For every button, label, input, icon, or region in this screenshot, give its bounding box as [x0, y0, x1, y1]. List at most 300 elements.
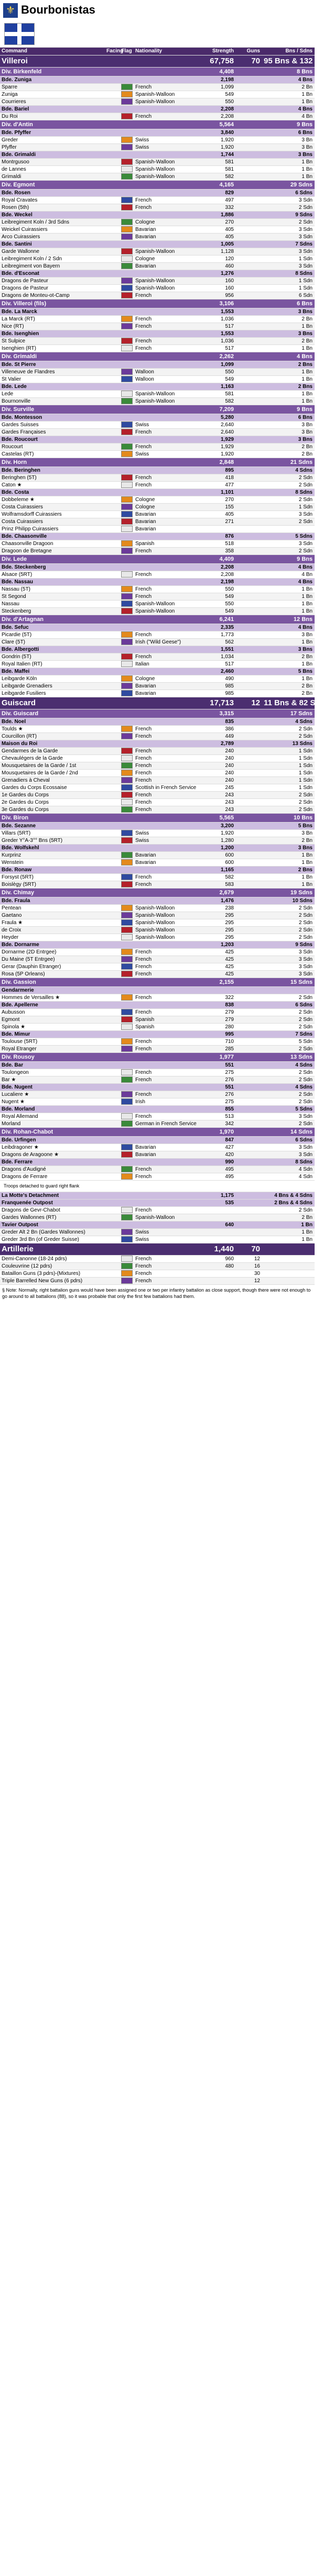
cell-command: Royal Cravates — [2, 197, 38, 203]
unit-row — [0, 338, 315, 345]
cell-facing — [105, 1106, 118, 1113]
cell-strength: 386 — [225, 726, 234, 732]
cell-strength: 245 — [225, 785, 234, 791]
cell-guns — [236, 1222, 262, 1228]
cell-bns-sdns: 1 Bn — [301, 676, 313, 682]
unit-flag-icon — [121, 173, 133, 180]
cell-command: Bde. Bariel — [2, 106, 29, 112]
cell-strength: 67,758 — [210, 57, 234, 65]
cell-nationality — [134, 68, 199, 76]
brigade-row — [0, 129, 315, 137]
unit-row — [0, 1091, 315, 1098]
cell-flag — [118, 1128, 134, 1136]
brigade-row — [0, 668, 315, 675]
unit-flag-icon — [121, 369, 133, 375]
cell-guns — [236, 1151, 262, 1158]
division-row — [0, 615, 315, 624]
cell-guns — [236, 414, 262, 421]
brigade-row — [0, 270, 315, 277]
cell-nationality: Spanish-Walloon — [135, 174, 175, 180]
cell-flag — [118, 234, 134, 240]
cell-facing — [105, 504, 118, 510]
cell-flag — [118, 540, 134, 547]
cell-bns-sdns: 2 Sdn — [298, 920, 313, 926]
cell-guns — [236, 173, 262, 180]
cell-guns — [236, 76, 262, 83]
cell-nationality — [134, 889, 199, 897]
cell-flag — [118, 889, 134, 897]
cell-flag — [118, 376, 134, 383]
cell-command: de Lannes — [2, 166, 26, 172]
cell-nationality: Spanish-Walloon — [135, 159, 175, 165]
cell-facing — [105, 956, 118, 963]
cell-bns-sdns: 1 Bn — [301, 159, 313, 165]
cell-guns — [236, 927, 262, 934]
cell-bns-sdns: 1 Sdn — [298, 778, 313, 783]
cell-facing — [105, 1270, 118, 1277]
cell-bns-sdns: 19 Sdns — [290, 890, 313, 896]
cell-guns — [236, 668, 262, 675]
cell-strength: 4,409 — [219, 556, 234, 562]
cell-guns: 16 — [254, 1263, 260, 1269]
cell-guns — [236, 429, 262, 436]
cell-guns — [236, 533, 262, 540]
cell-guns — [236, 256, 262, 262]
cell-nationality: French — [135, 1263, 152, 1269]
unit-row — [0, 323, 315, 330]
division-row — [0, 814, 315, 823]
cell-flag — [118, 912, 134, 919]
cell-strength: 1,920 — [220, 830, 234, 836]
cell-strength: 3,315 — [219, 710, 234, 717]
cell-strength: 6,241 — [219, 616, 234, 623]
cell-command: Bde. Fraula — [2, 898, 30, 904]
cell-nationality: French — [135, 572, 152, 578]
cell-facing — [105, 1084, 118, 1091]
unit-flag-icon — [121, 1113, 133, 1119]
cell-guns — [236, 806, 262, 813]
cell-guns — [236, 971, 262, 978]
cell-command: Leibdragoner ★ — [2, 1145, 39, 1150]
unit-flag-icon — [121, 1009, 133, 1015]
cell-facing — [105, 571, 118, 578]
cell-flag — [118, 784, 134, 791]
cell-flag — [118, 646, 134, 653]
cell-bns-sdns: 2 Bn — [301, 683, 313, 689]
cell-strength: 405 — [225, 227, 234, 232]
cell-strength: 517 — [225, 661, 234, 667]
unit-row — [0, 792, 315, 799]
cell-facing — [105, 518, 118, 525]
cell-guns — [236, 777, 262, 784]
cell-guns — [236, 421, 262, 428]
cell-nationality: Spanish-Walloon — [135, 1215, 175, 1220]
cell-bns-sdns: 2 Bns — [298, 384, 313, 390]
cell-flag — [118, 1120, 134, 1127]
unit-flag-icon — [121, 1091, 133, 1097]
cell-flag — [118, 830, 134, 837]
cell-guns — [236, 867, 262, 873]
cell-flag — [118, 579, 134, 585]
cell-bns-sdns: 3 Sdn — [298, 1152, 313, 1158]
cell-facing — [105, 263, 118, 270]
cell-command: Toulongeon — [2, 1070, 29, 1075]
cell-facing — [105, 792, 118, 798]
cell-guns — [236, 458, 262, 467]
burgundy-cross-flag-icon — [4, 23, 35, 45]
cell-command: Garde Wallonne — [2, 249, 39, 254]
cell-command: Mousquetaires de la Garde / 2nd — [2, 770, 78, 776]
cell-bns-sdns: 1 Sdn — [298, 748, 313, 754]
cell-command: Gaetano — [2, 913, 22, 918]
cell-bns-sdns: 3 Sdn — [298, 263, 313, 269]
cell-guns — [236, 166, 262, 173]
cell-facing — [105, 1137, 118, 1143]
unit-flag-icon — [121, 91, 133, 97]
cell-flag — [118, 1016, 134, 1023]
cell-facing — [105, 1144, 118, 1151]
cell-bns-sdns: 11 Bns & 82 Sdns — [264, 698, 330, 707]
cell-guns — [236, 482, 262, 488]
cell-facing — [105, 837, 118, 844]
cell-command: Costa Cuirassiers — [2, 519, 43, 525]
unit-row — [0, 369, 315, 376]
cell-flag — [118, 436, 134, 443]
unit-row — [0, 1144, 315, 1151]
cell-strength: 5,565 — [219, 815, 234, 821]
unit-row — [0, 1046, 315, 1053]
cell-guns — [236, 934, 262, 941]
cell-facing — [105, 1046, 118, 1052]
cell-guns — [236, 137, 262, 143]
cell-guns — [236, 845, 262, 851]
division-row — [0, 352, 315, 361]
unit-row — [0, 1024, 315, 1031]
cell-facing — [105, 76, 118, 83]
cell-bns-sdns: 1 Bn — [301, 594, 313, 599]
cell-facing — [105, 204, 118, 211]
fleur-de-lis-icon: ⚜ — [3, 3, 18, 18]
cell-strength: 1,929 — [220, 444, 234, 450]
unit-row — [0, 421, 315, 429]
cell-nationality — [134, 867, 199, 873]
unit-row — [0, 1120, 315, 1128]
cell-strength: 1,920 — [220, 145, 234, 150]
column-header-bns-sdns: Bns / Sdns — [285, 48, 313, 54]
cell-flag — [118, 978, 134, 986]
unit-row — [0, 653, 315, 661]
cell-bns-sdns: 3 Sdn — [298, 512, 313, 517]
cell-command: Boislègy (5RT) — [2, 882, 36, 887]
cell-flag — [118, 740, 134, 747]
cell-facing — [105, 601, 118, 607]
cell-strength: 495 — [225, 1174, 234, 1180]
cell-nationality: French — [135, 586, 152, 592]
brigade-row — [0, 823, 315, 830]
brigade-row — [0, 1002, 315, 1009]
cell-facing — [105, 1002, 118, 1008]
cell-bns-sdns: 2 Sdn — [298, 807, 313, 813]
unit-flag-icon — [121, 540, 133, 547]
unit-flag-icon — [121, 690, 133, 696]
cell-guns — [236, 1069, 262, 1076]
cell-flag — [118, 1002, 134, 1008]
cell-command: Bde. Ferrare — [2, 1159, 33, 1165]
cell-bns-sdns: 3 Sdn — [298, 234, 313, 240]
cell-command: Hommes de Versailles ★ — [2, 995, 60, 1001]
cell-strength: 240 — [225, 778, 234, 783]
cell-facing — [105, 181, 118, 189]
cell-bns-sdns — [262, 1278, 315, 1284]
cell-facing — [105, 421, 118, 428]
unit-row — [0, 429, 315, 436]
cell-nationality — [134, 181, 199, 189]
cell-nationality — [134, 1031, 199, 1038]
cell-command: Leibgarde Köln — [2, 676, 37, 682]
cell-bns-sdns: 9 Bns — [297, 121, 313, 128]
cell-strength: 332 — [225, 205, 234, 210]
unit-flag-icon — [121, 263, 133, 269]
cell-bns-sdns: 1 Bn — [301, 174, 313, 180]
unit-row — [0, 949, 315, 956]
cell-guns — [236, 68, 262, 76]
cell-bns-sdns: 1 Bn — [301, 852, 313, 858]
cell-command: Fraula ★ — [2, 920, 23, 926]
cell-nationality: Bavarian — [135, 234, 156, 240]
cell-facing — [105, 316, 118, 323]
unit-flag-icon — [121, 927, 133, 933]
cell-bns-sdns: 4 Sdns — [295, 1062, 313, 1068]
cell-flag — [118, 1236, 134, 1243]
cell-facing — [105, 994, 118, 1001]
column-header-command: Command — [2, 48, 27, 54]
unit-row — [0, 540, 315, 548]
cell-guns — [236, 661, 262, 668]
cell-nationality — [134, 718, 199, 725]
cell-bns-sdns: 6 Sdns — [295, 1002, 313, 1008]
cell-facing — [105, 1053, 118, 1061]
cell-guns — [236, 1002, 262, 1008]
cell-facing — [105, 151, 118, 158]
cell-command: Du Roi — [2, 114, 18, 119]
cell-command: Greder Alt 2 Bn (Gardes Wallonnes) — [2, 1229, 85, 1235]
cell-facing — [105, 987, 118, 994]
cell-flag — [118, 881, 134, 888]
cell-nationality — [134, 55, 199, 67]
cell-strength: 518 — [225, 541, 234, 547]
cell-command: Triple Barrelled New Guns (6 pdrs) — [2, 1278, 83, 1284]
unit-flag-icon — [121, 323, 133, 329]
cell-guns — [236, 624, 262, 631]
unit-row — [0, 451, 315, 458]
cell-command: Franquenée Outpost — [2, 1200, 53, 1206]
cell-bns-sdns: 5 Sdn — [298, 1039, 313, 1045]
cell-nationality — [134, 533, 199, 540]
cell-flag — [118, 668, 134, 675]
cell-nationality: French — [135, 807, 152, 813]
cell-flag — [118, 151, 134, 158]
brigade-row — [0, 533, 315, 540]
brigade-row — [0, 1159, 315, 1166]
cell-guns — [236, 159, 262, 165]
cell-strength: 276 — [225, 1092, 234, 1097]
cell-nationality — [134, 405, 199, 414]
cell-bns-sdns: 1 Bn — [301, 92, 313, 97]
cell-command: Bde. St Pierre — [2, 362, 36, 368]
cell-flag — [118, 608, 134, 615]
cell-flag — [118, 624, 134, 631]
cell-bns-sdns: 3 Sdn — [298, 541, 313, 547]
cell-bns-sdns: 1 Bn — [301, 369, 313, 375]
cell-command: Dragons de Gevr-Chabot — [2, 1207, 60, 1213]
cell-flag — [118, 601, 134, 607]
cell-facing — [105, 511, 118, 518]
cell-bns-sdns: 1 Sdn — [298, 770, 313, 776]
cell-guns — [236, 1128, 262, 1136]
cell-nationality: Cologne — [135, 256, 155, 262]
cell-bns-sdns: 3 Bns — [298, 309, 313, 315]
cell-flag — [118, 98, 134, 105]
cell-flag — [118, 631, 134, 638]
cell-facing — [105, 608, 118, 615]
unit-flag-icon — [121, 608, 133, 614]
cell-strength: 425 — [225, 949, 234, 955]
unit-row — [0, 1098, 315, 1106]
unit-row — [0, 639, 315, 646]
cell-command: Gardes Suisses — [2, 422, 39, 428]
unit-row — [0, 166, 315, 173]
cell-facing — [105, 881, 118, 888]
brigade-row — [0, 190, 315, 197]
cell-nationality: Cologne — [135, 676, 155, 682]
cell-nationality: Spanish-Walloon — [135, 99, 175, 105]
unit-flag-icon — [121, 1144, 133, 1150]
cell-strength: 3,840 — [220, 130, 234, 136]
cell-bns-sdns: 6 Bns — [298, 415, 313, 420]
cell-strength: 895 — [225, 468, 234, 473]
unit-row — [0, 770, 315, 777]
cell-nationality — [134, 352, 199, 361]
cell-facing — [105, 646, 118, 653]
unit-flag-icon — [121, 166, 133, 172]
cell-flag — [118, 661, 134, 668]
cell-guns — [236, 579, 262, 585]
cell-flag — [118, 323, 134, 330]
cell-bns-sdns: 4 Bns — [297, 353, 313, 360]
cell-nationality: French — [135, 346, 152, 351]
cell-flag — [118, 414, 134, 421]
cell-facing — [105, 889, 118, 897]
cell-bns-sdns: 2 Sdn — [298, 1099, 313, 1105]
unit-row — [0, 204, 315, 212]
cell-facing — [105, 338, 118, 345]
unit-flag-icon — [121, 1151, 133, 1158]
cell-bns-sdns: 1 Bn — [301, 324, 313, 329]
cell-command: Bde. Noel — [2, 719, 26, 725]
cell-command: Leibgarde Fusiliers — [2, 691, 46, 696]
unit-flag-icon — [121, 98, 133, 105]
cell-flag — [118, 726, 134, 732]
cell-command: Bde. Pfyffer — [2, 130, 31, 136]
unit-row — [0, 548, 315, 555]
unit-flag-icon — [121, 777, 133, 783]
unit-flag-icon — [121, 956, 133, 962]
cell-facing — [105, 845, 118, 851]
brigade-row — [0, 76, 315, 84]
cell-nationality — [134, 241, 199, 248]
cell-strength: 2,208 — [220, 572, 234, 578]
cell-nationality: Spanish-Walloon — [135, 927, 175, 933]
cell-nationality — [134, 579, 199, 585]
cell-bns-sdns: 7 Sdns — [295, 1031, 313, 1037]
cell-strength: 358 — [225, 548, 234, 554]
cell-flag — [118, 897, 134, 904]
cell-flag — [118, 391, 134, 397]
cell-bns-sdns: 8 Sdns — [295, 1159, 313, 1165]
cell-bns-sdns: 2 Sdn — [298, 913, 313, 918]
cell-facing — [105, 579, 118, 585]
cell-guns — [236, 919, 262, 926]
cell-command: Kurprinz — [2, 852, 21, 858]
cell-nationality: French — [135, 482, 152, 488]
cell-bns-sdns: 4 Sdn — [298, 1174, 313, 1180]
cell-flag — [118, 1207, 134, 1214]
unit-row — [0, 84, 315, 91]
column-header-facing: Facing — [106, 48, 124, 54]
cell-flag — [118, 1151, 134, 1158]
unit-flag-icon — [121, 1098, 133, 1105]
unit-flag-icon — [121, 762, 133, 769]
cell-nationality: French — [135, 882, 152, 887]
column-header-row — [0, 48, 315, 55]
cell-strength: 322 — [225, 995, 234, 1001]
unit-flag-icon — [121, 277, 133, 284]
brigade-row — [0, 718, 315, 726]
cell-flag — [118, 129, 134, 136]
cell-bns-sdns: 5 Bns — [298, 669, 313, 674]
unit-row — [0, 837, 315, 845]
cell-flag — [118, 823, 134, 829]
cell-strength: 2,198 — [220, 579, 234, 585]
cell-flag — [118, 555, 134, 563]
cell-guns — [236, 369, 262, 375]
cell-strength: 2,262 — [219, 353, 234, 360]
cell-guns — [236, 675, 262, 682]
unit-row — [0, 586, 315, 593]
cell-bns-sdns: 2 Bn — [301, 691, 313, 696]
cell-guns: 70 — [251, 57, 260, 65]
cell-guns — [236, 740, 262, 747]
cell-strength: 1,280 — [220, 838, 234, 843]
cell-flag — [118, 1024, 134, 1030]
cell-guns — [236, 338, 262, 345]
cell-nationality — [134, 1222, 199, 1228]
cell-facing — [105, 718, 118, 725]
cell-facing — [105, 308, 118, 315]
cell-strength: 295 — [225, 920, 234, 926]
unit-row — [0, 1278, 315, 1285]
cell-facing — [105, 1009, 118, 1016]
division-row — [0, 405, 315, 414]
unit-flag-icon — [121, 391, 133, 397]
cell-nationality: French — [135, 316, 152, 322]
cell-facing — [105, 197, 118, 204]
cell-facing — [105, 912, 118, 919]
cell-strength: 2,335 — [220, 625, 234, 630]
unit-row — [0, 292, 315, 299]
cell-bns-sdns: 8 Sdns — [295, 490, 313, 495]
cell-command: Div. Birkenfeld — [2, 69, 42, 75]
